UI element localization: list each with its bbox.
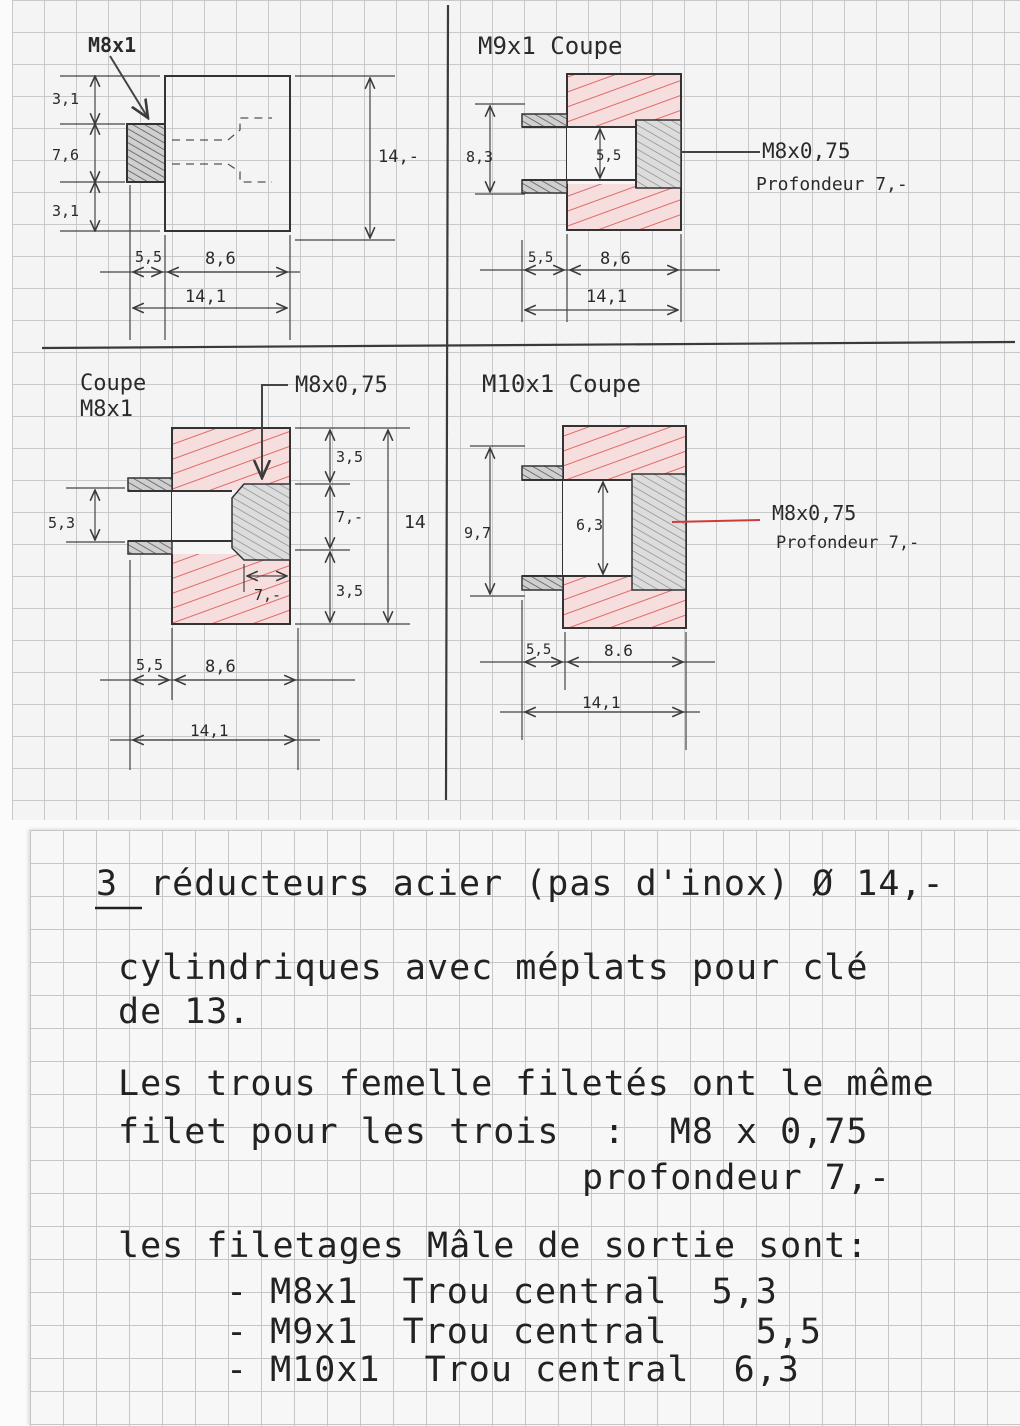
- callout-depth: Profondeur 7,-: [776, 533, 920, 553]
- male-thread: [127, 124, 165, 182]
- title-line1: Coupe: [80, 371, 147, 396]
- dim-bore: 5,3: [48, 514, 76, 532]
- dim-mid: 7,6: [52, 146, 80, 164]
- notes-line2: cylindriques avec méplats pour clé: [118, 948, 869, 988]
- title-line2: M8x1: [80, 397, 133, 422]
- dim-bottom: 3,1: [52, 202, 80, 220]
- dim-bore: 5,5: [596, 148, 622, 164]
- dim-a: 5,5: [136, 656, 164, 674]
- dim-top: 3,1: [52, 90, 80, 108]
- dim-a: 5,5: [528, 250, 554, 266]
- dim-b: 8,6: [205, 249, 236, 269]
- thread-label: M8x1: [88, 33, 137, 57]
- notes-line6: profondeur 7,-: [582, 1158, 892, 1198]
- notes-line8: - M8x1 Trou central 5,3: [226, 1272, 778, 1312]
- dim-outer: 9,7: [464, 524, 492, 542]
- notes-count: 3: [96, 864, 119, 904]
- view-top-left: [52, 33, 419, 340]
- notes-line1: réducteurs acier (pas d'inox) Ø 14,-: [150, 864, 945, 904]
- dim-total: 14,1: [185, 287, 226, 307]
- notes-line9: - M9x1 Trou central 5,5: [226, 1312, 822, 1352]
- view-bottom-right: [464, 370, 919, 750]
- title: M10x1 Coupe: [482, 370, 641, 398]
- dim-mid: 7,-: [336, 508, 364, 526]
- notes-line5: filet pour les trois : M8 x 0,75: [118, 1112, 869, 1152]
- view-bottom-left: [48, 371, 426, 770]
- notes-line10: - M10x1 Trou central 6,3: [226, 1350, 800, 1390]
- dim-bottom: 3,5: [336, 582, 364, 600]
- dim-a: 5,5: [135, 248, 163, 266]
- dim-b: 8.6: [604, 641, 633, 660]
- dim-b: 8,6: [600, 249, 631, 269]
- notes-line3: de 13.: [118, 992, 251, 1032]
- dim-outer: 8,3: [466, 148, 494, 166]
- dim-total: 14,1: [582, 693, 621, 712]
- view-top-right: [466, 32, 908, 322]
- notes-line4: Les trous femelle filetés ont le même: [118, 1064, 935, 1104]
- dim-total: 14,1: [190, 721, 229, 740]
- dim-height: 14: [404, 512, 426, 533]
- callout-depth: Profondeur 7,-: [756, 174, 908, 195]
- callout: M8x0,75: [295, 373, 388, 398]
- dim-a: 5,5: [526, 642, 552, 658]
- dim-b: 8,6: [205, 657, 236, 677]
- callout: M8x0,75: [762, 139, 851, 163]
- dim-total: 14,1: [586, 287, 627, 307]
- notes-line7: les filetages Mâle de sortie sont:: [118, 1226, 869, 1266]
- callout: M8x0,75: [772, 501, 857, 525]
- dim-depth: 7,-: [254, 586, 282, 604]
- dim-top: 3,5: [336, 448, 364, 466]
- title: M9x1 Coupe: [478, 32, 623, 60]
- dim-height: 14,-: [378, 147, 419, 167]
- dim-bore: 6,3: [576, 516, 604, 534]
